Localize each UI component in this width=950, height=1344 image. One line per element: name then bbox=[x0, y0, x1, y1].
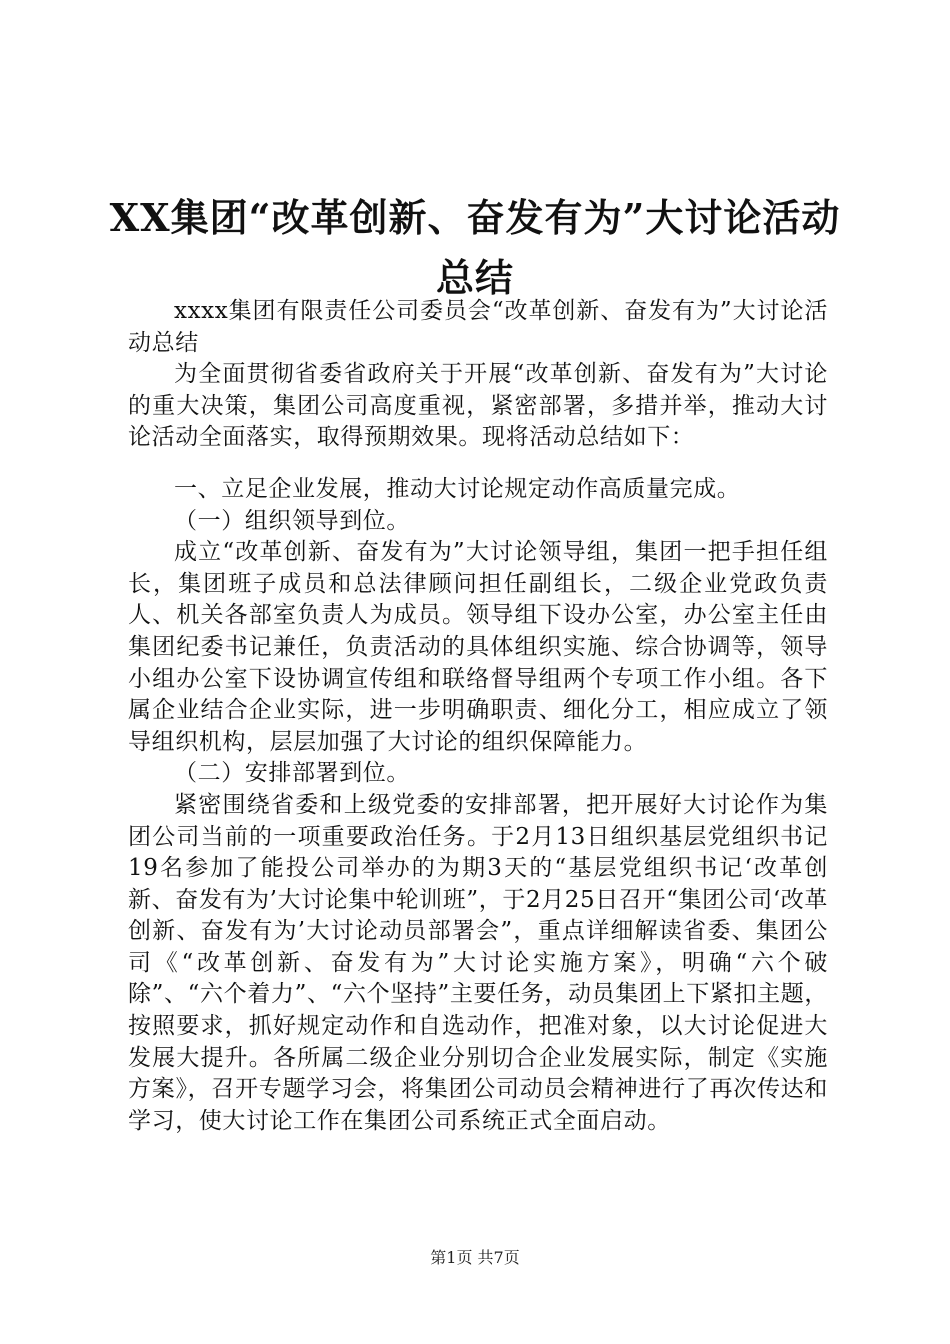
paragraph-subtitle: xxxx集团有限责任公司委员会“改革创新、奋发有为”大讨论活动总结 bbox=[128, 298, 828, 356]
document-title-line-2: 总结 bbox=[435, 255, 514, 300]
document-body bbox=[128, 296, 828, 1137]
section-heading-1: 一、立足企业发展，推动大讨论规定动作高质量完成。 bbox=[174, 475, 741, 502]
paragraph-intro: 为全面贯彻省委省政府关于开展“改革创新、奋发有为”大讨论的重大决策，集团公司高度重视，紧密部署，多措并举，推动大讨论活动全面落实，取得预期效果。现将活动总结如下： bbox=[128, 361, 828, 451]
subsection-heading-2: （二）安排部署到位。 bbox=[174, 760, 410, 787]
page-footer: 第1页 共7页 bbox=[430, 1248, 520, 1267]
paragraph-organization: 成立“改革创新、奋发有为”大讨论领导组，集团一把手担任组长，集团班子成员和总法律顾问担任副组长，二级企业党政负责人、机关各部室负责人为成员。领导组下设办公室，办公室主任由集团纪委书记兼任，负责活动的具体组织实施、综合协调等，领导小组办公室下设协调宣传组和联络督导组两个专项工作小组。各下属企业结合企业实际，进一步明确职责、细化分工，相应成立了领导组织机构，层层加强了大讨论的组织保障能力。 bbox=[128, 539, 828, 755]
subsection-heading-1: （一）组织领导到位。 bbox=[174, 507, 410, 534]
document-title-line-1: XX集团“改革创新、奋发有为”大讨论活动 bbox=[109, 195, 841, 240]
paragraph-deployment: 紧密围绕省委和上级党委的安排部署，把开展好大讨论作为集团公司当前的一项重要政治任务。于2月13日组织基层党组织书记19名参加了能投公司举办的为期3天的“基层党组织书记‘改革创新、奋发有为’大讨论集中轮训班”，于2月25日召开“集团公司‘改革创新、奋发有为’大讨论动员部署会”，重点详细解读省委、集团公司《“改革创新、奋发有为”大讨论实施方案》，明确“六个破除”、“六个着力”、“六个坚持”主要任务，动员集团上下紧扣主题，按照要求，抓好规定动作和自选动作，把准对象，以大讨论促进大发展大提升。各所属二级企业分别切合企业发展实际，制定《实施方案》，召开专题学习会，将集团公司动员会精神进行了再次传达和学习，使大讨论工作在集团公司系统正式全面启动。 bbox=[128, 791, 828, 1134]
